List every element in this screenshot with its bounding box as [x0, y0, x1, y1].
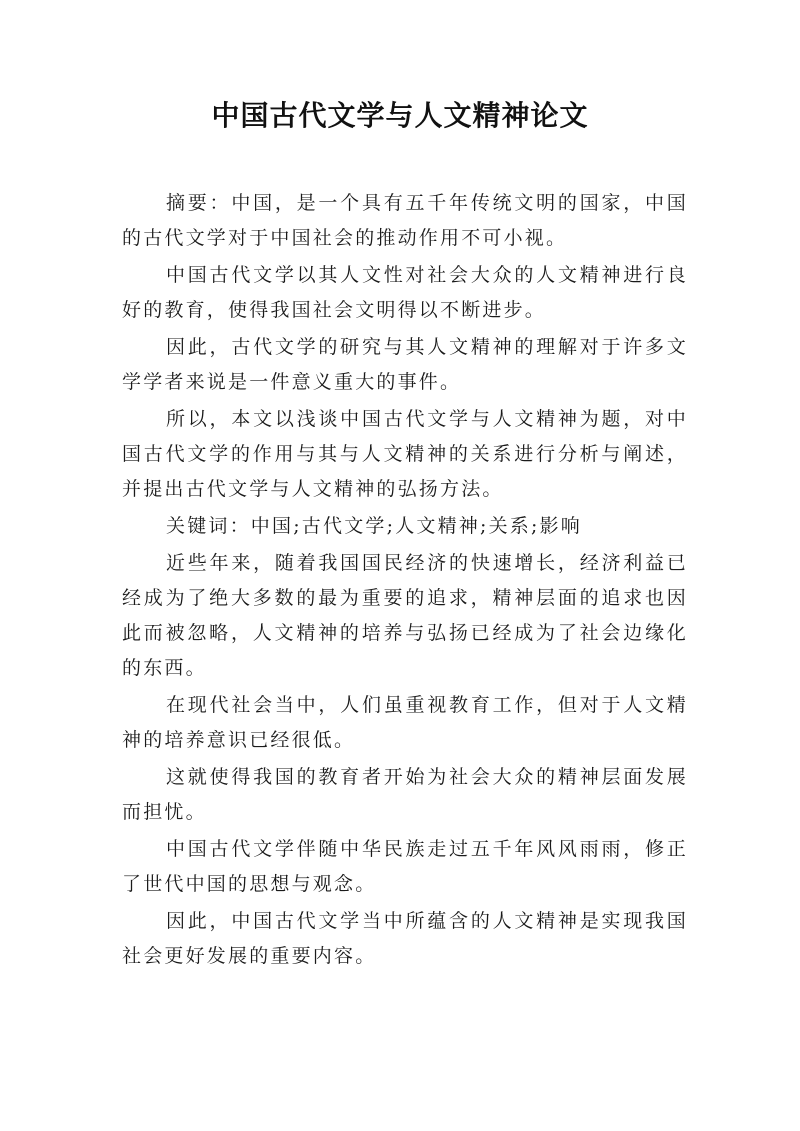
- paragraph: 在现代社会当中，人们虽重视教育工作，但对于人文精神的培养意识已经很低。: [122, 694, 688, 751]
- paragraph: 这就使得我国的教育者开始为社会大众的精神层面发展而担忧。: [122, 766, 688, 823]
- paragraph-abstract: 摘要：中国，是一个具有五千年传统文明的国家，中国的古代文学对于中国社会的推动作用不可小视。: [122, 192, 688, 249]
- document-title: 中国古代文学与人文精神论文: [211, 99, 589, 132]
- paragraph: 中国古代文学伴随中华民族走过五千年风风雨雨，修正了世代中国的思想与观念。: [122, 838, 688, 895]
- paragraph: 中国古代文学以其人文性对社会大众的人文精神进行良好的教育，使得我国社会文明得以不断进步。: [122, 264, 688, 321]
- document-body: [122, 186, 688, 976]
- paragraph: 因此，古代文学的研究与其人文精神的理解对于许多文学学者来说是一件意义重大的事件。: [122, 336, 688, 393]
- paragraph: 所以，本文以浅谈中国古代文学与人文精神为题，对中国古代文学的作用与其与人文精神的关系进行分析与阐述，并提出古代文学与人文精神的弘扬方法。: [122, 408, 688, 500]
- paragraph: 近些年来，随着我国国民经济的快速增长，经济利益已经成为了绝大多数的最为重要的追求，精神层面的追求也因此而被忽略，人文精神的培养与弘扬已经成为了社会边缘化的东西。: [122, 552, 688, 679]
- paragraph: 因此，中国古代文学当中所蕴含的人文精神是实现我国社会更好发展的重要内容。: [122, 910, 688, 967]
- paragraph-keywords: 关键词：中国;古代文学;人文精神;关系;影响: [166, 515, 583, 537]
